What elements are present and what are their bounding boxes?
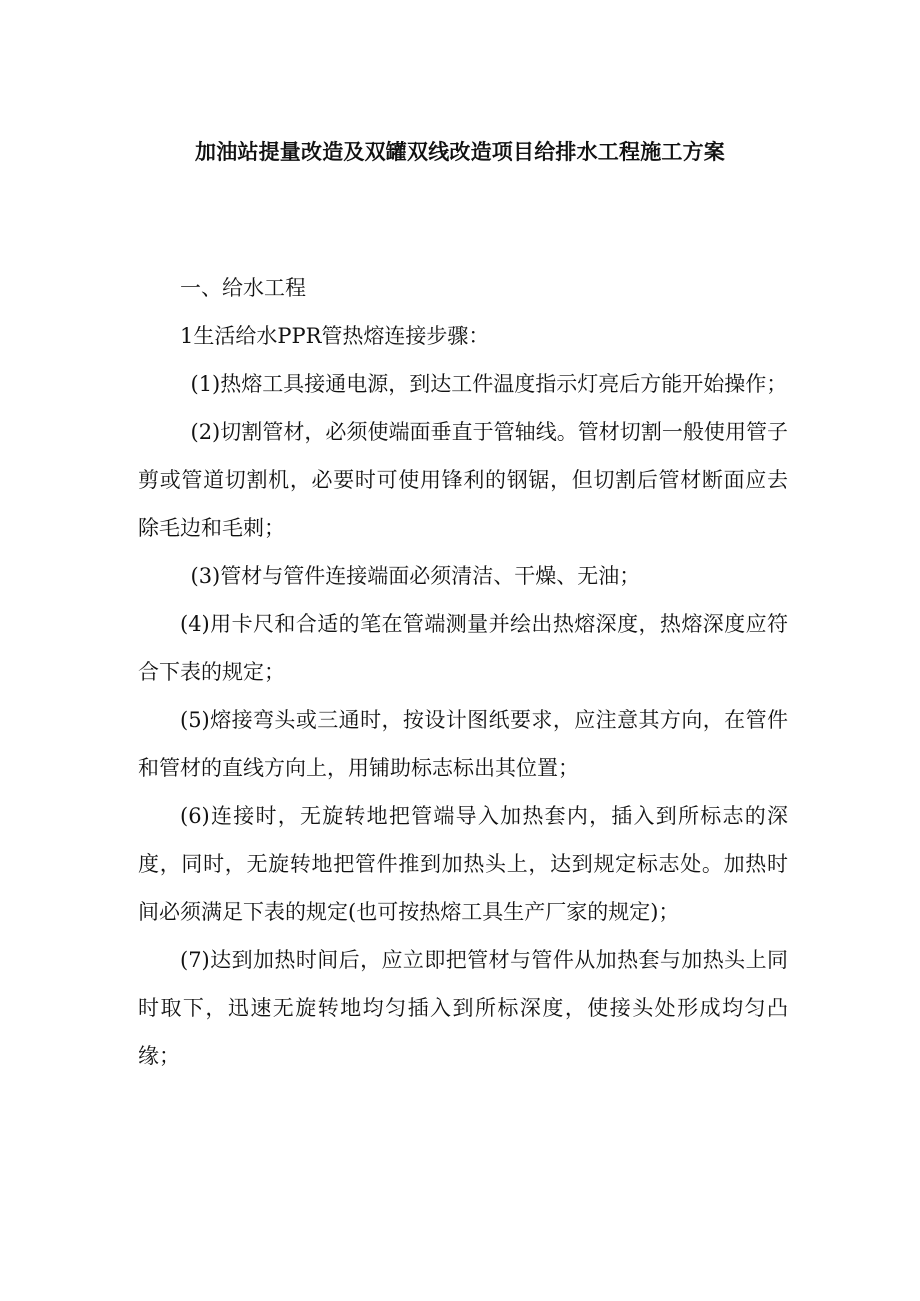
step-paragraph-5: (5)熔接弯头或三通时，按设计图纸要求，应注意其方向，在管件和管材的直线方向上，用铺助标志标出其位置； (138, 708, 788, 780)
step-paragraph-4: (4)用卡尺和合适的笔在管端测量并绘出热熔深度，热熔深度应符合下表的规定； (138, 612, 788, 684)
section-heading: 一、给水工程 (180, 276, 306, 300)
step-paragraph-7: (7)达到加热时间后，应立即把管材与管件从加热套与加热头上同时取下，迅速无旋转地均匀插入到所标深度，使接头处形成均匀凸缘； (138, 948, 788, 1068)
step-paragraph-1: (1)热熔工具接通电源，到达工件温度指示灯亮后方能开始操作； (190, 372, 788, 396)
document-body (138, 264, 788, 1080)
step-paragraph-6: (6)连接时，无旋转地把管端导入加热套内，插入到所标志的深度，同时，无旋转地把管件推到加热头上，达到规定标志处。加热时间必须满足下表的规定(也可按热熔工具生产厂家的规定)； (138, 804, 788, 924)
subsection-heading: 1生活给水PPR管热熔连接步骤： (180, 324, 490, 348)
step-paragraph-2: (2)切割管材，必须使端面垂直于管轴线。管材切割一般使用管子剪或管道切割机，必要时可使用锋利的钢锯，但切割后管材断面应去除毛边和毛刺； (138, 420, 788, 540)
step-paragraph-3: (3)管材与管件连接端面必须清洁、干燥、无油； (190, 564, 641, 588)
document-title: 加油站提量改造及双罐双线改造项目给排水工程施工方案 (195, 139, 725, 164)
